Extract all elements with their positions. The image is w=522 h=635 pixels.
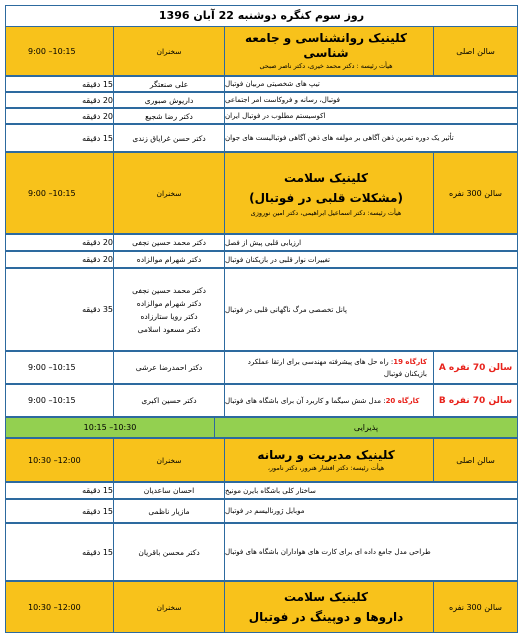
talk-topic: تیپ های شخصیتی مربیان فوتبال bbox=[224, 76, 518, 92]
talk-speaker: داریوش صبوری bbox=[113, 92, 225, 108]
workshop-description: : مدل شش سیگما و کاربرد آن برای باشگاه های فوتبال bbox=[225, 396, 386, 405]
talk-row bbox=[5, 268, 518, 351]
session-role: سخنران bbox=[113, 438, 225, 482]
page-title: روز سوم کنگره دوشنبه 22 آبان 1396 bbox=[5, 5, 518, 27]
session-row bbox=[5, 152, 518, 234]
talk-duration: 15 دقیقه bbox=[5, 124, 114, 152]
workshop-row bbox=[5, 384, 518, 417]
break-row bbox=[5, 417, 518, 438]
hall-name: سالن 300 نفره bbox=[433, 152, 518, 234]
talk-speaker: مازیار ناظمی bbox=[113, 499, 225, 523]
panel-speaker: دکتر شهرام موالزاده bbox=[136, 298, 202, 308]
talk-row bbox=[5, 124, 518, 152]
talk-row bbox=[5, 482, 518, 499]
talk-topic: موبایل ژورنالیسم در فوتبال bbox=[224, 499, 518, 523]
talk-duration: 15 دقیقه bbox=[5, 76, 114, 92]
session-row bbox=[5, 438, 518, 482]
workshop-speaker: دکتر احمدرضا عرشی bbox=[113, 351, 225, 384]
workshop-speaker: دکتر حسین اکبری bbox=[113, 384, 225, 417]
hall-name: سالن اصلی bbox=[433, 438, 518, 482]
panel-speaker: دکتر مسعود اسلامی bbox=[137, 324, 201, 334]
talk-topic: طراحی مدل جامع داده ای برای کارت های هواداران باشگاه های فوتبال bbox=[224, 523, 518, 581]
talk-duration: 35 دقیقه bbox=[5, 268, 114, 351]
talk-row bbox=[5, 499, 518, 523]
workshop-number: کارگاه 20 bbox=[385, 396, 420, 405]
session-role: سخنران bbox=[113, 581, 225, 633]
hall-name: سالن 300 نفره bbox=[433, 581, 518, 633]
talk-topic: ساختار کلی باشگاه بایرن مونیخ bbox=[224, 482, 518, 499]
session-row bbox=[5, 26, 518, 76]
talk-speaker: دکتر رضا شجیع bbox=[113, 108, 225, 124]
talk-duration: 20 دقیقه bbox=[5, 251, 114, 268]
session-role: سخنران bbox=[113, 152, 225, 234]
talk-duration: 15 دقیقه bbox=[5, 523, 114, 581]
talk-topic: فوتبال، رسانه و فروکاست امر اجتماعی bbox=[224, 92, 518, 108]
clinic-cell bbox=[224, 581, 434, 633]
session-time: 9:00 –10:15 bbox=[5, 152, 114, 234]
schedule-table bbox=[5, 5, 518, 633]
clinic-board: هیأت رئیسه: دکتر اسماعیل ابراهیمی، دکتر امین نوروزی bbox=[250, 209, 402, 217]
clinic-cell bbox=[224, 26, 434, 76]
panel-speaker: دکتر محمد حسین نجفی bbox=[132, 285, 206, 295]
talk-duration: 20 دقیقه bbox=[5, 234, 114, 251]
clinic-subtitle: داروها و دوپینگ در فوتبال bbox=[248, 610, 404, 624]
talk-row bbox=[5, 108, 518, 124]
talk-speaker: دکتر محمد حسین نجفی bbox=[113, 234, 225, 251]
talk-row bbox=[5, 234, 518, 251]
session-time: 9:00 –10:15 bbox=[5, 26, 114, 76]
talk-topic: تأثیر یک دوره تمرین ذهن آگاهی بر مولفه های ذهن آگاهی فوتبالیست های جوان bbox=[224, 124, 518, 152]
hall-name: سالن 70 نفره A bbox=[433, 351, 518, 384]
talk-speaker: علی صنعتگر bbox=[113, 76, 225, 92]
talk-topic: پانل تخصصی مرگ ناگهانی قلبی در فوتبال bbox=[224, 268, 518, 351]
workshop-row bbox=[5, 351, 518, 384]
break-label: پذیرایی bbox=[214, 417, 518, 438]
talk-duration: 20 دقیقه bbox=[5, 108, 114, 124]
clinic-cell bbox=[224, 152, 434, 234]
talk-topic: ارزیابی قلبی پیش از فصل bbox=[224, 234, 518, 251]
panel-speaker: دکتر رویا ستارزاده bbox=[140, 311, 198, 321]
talk-duration: 15 دقیقه bbox=[5, 499, 114, 523]
session-time: 10:30 –12:00 bbox=[5, 581, 114, 633]
talk-row bbox=[5, 523, 518, 581]
hall-name: سالن 70 نفره B bbox=[433, 384, 518, 417]
workshop-title bbox=[224, 384, 434, 417]
workshop-description: : راه حل های پیشرفته مهندسی برای ارتقا عملکرد بازیکنان فوتبال bbox=[247, 357, 427, 378]
clinic-board: هیأت رئیسه : دکتر محمد خیری، دکتر ناصر صبحی bbox=[259, 62, 393, 70]
clinic-title: کلینیک سلامت bbox=[283, 171, 369, 185]
talk-speaker: دکتر حسن غرایاق زندی bbox=[113, 124, 225, 152]
session-time: 9:00 –10:15 bbox=[5, 384, 114, 417]
clinic-subtitle: (مشکلات قلبی در فوتبال) bbox=[249, 191, 403, 205]
clinic-board: هیأت رئیسه: دکتر افشار هنرور، دکتر نامور، bbox=[267, 463, 385, 472]
clinic-cell bbox=[224, 438, 434, 482]
talk-speaker: احسان ساعدیان bbox=[113, 482, 225, 499]
workshop-number: کارگاه 19 bbox=[393, 357, 427, 366]
session-time: 10:30 –12:00 bbox=[5, 438, 114, 482]
talk-duration: 20 دقیقه bbox=[5, 92, 114, 108]
talk-topic: تغییرات نوار قلبی در بازیکنان فوتبال bbox=[224, 251, 518, 268]
talk-speaker: دکتر شهرام موالزاده bbox=[113, 251, 225, 268]
clinic-title: کلینیک سلامت bbox=[283, 590, 369, 604]
talk-row bbox=[5, 92, 518, 108]
talk-topic: اکوسیستم مطلوب در فوتبال ایران bbox=[224, 108, 518, 124]
talk-row bbox=[5, 251, 518, 268]
talk-row bbox=[5, 76, 518, 92]
break-time: 10:15 –10:30 bbox=[5, 417, 215, 438]
session-row bbox=[5, 581, 518, 633]
clinic-title: کلینیک روانشناسی و جامعه شناسی bbox=[244, 31, 408, 60]
clinic-title: کلینیک مدیریت و رسانه bbox=[257, 447, 395, 462]
workshop-title bbox=[224, 351, 434, 384]
panel-speakers bbox=[113, 268, 225, 351]
talk-speaker: دکتر محسن باقریان bbox=[113, 523, 225, 581]
session-time: 9:00 –10:15 bbox=[5, 351, 114, 384]
session-role: سخنران bbox=[113, 26, 225, 76]
hall-name: سالن اصلی bbox=[433, 26, 518, 76]
talk-duration: 15 دقیقه bbox=[5, 482, 114, 499]
